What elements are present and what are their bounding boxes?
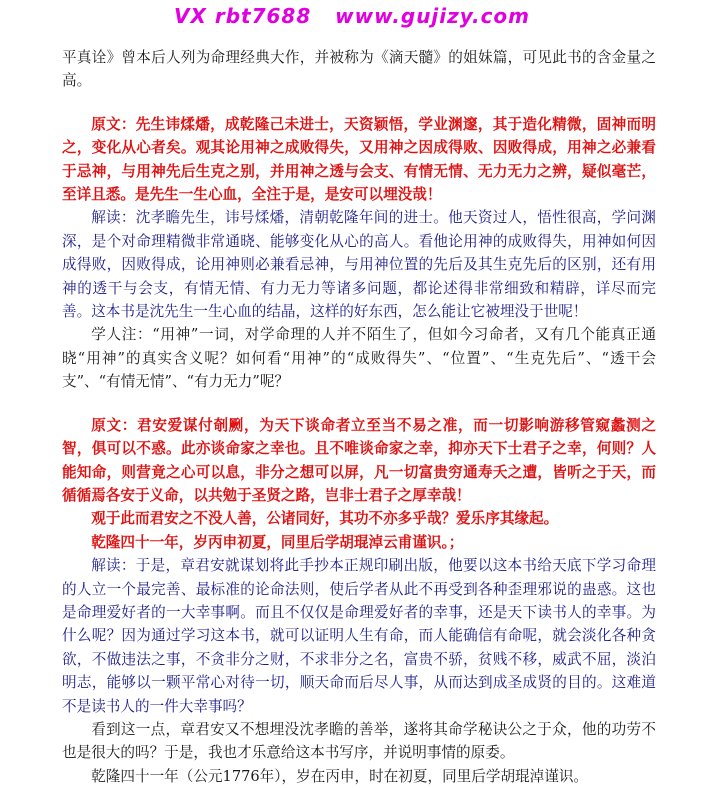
document-page xyxy=(62,46,656,788)
paragraph-commentary-3: 看到这一点，章君安又不想埋没沈孝瞻的善举，遂将其命学秘诀公之于众，他的功劳不也是很大的吗？于是，我也才乐意给这本书写序，并说明事情的原委。 xyxy=(62,720,656,762)
paragraph-original-3: 观于此而君安之不没人善，公诸同好，其功不亦多乎哉？爱乐序其缘起。 xyxy=(91,510,559,528)
paragraph-original-2: 原文：君安爱谋付剞劂，为天下谈命者立至当不易之准，而一切影响游移管窥蠡测之智，俱可以不惑。此亦谈命家之幸也。且不唯谈命家之幸，抑亦天下士君子之幸，何则？人能知命，则营竟之心可以息，非分之想可以屏，凡一切富贵穷通寿夭之遭，皆听之于天，而循循焉各安于义命，以共勉于圣贤之路，岂非士君子之厚幸哉！ xyxy=(62,416,656,504)
paragraph-commentary-2: 解读：于是，章君安就谋划将此手抄本正规印刷出版，他要以这本书给天底下学习命理的人立一个最完善、最标准的论命法则，使后学者从此不再受到各种歪理邪说的蛊惑。这也是命理爱好者的一大幸事啊。而且不仅仅是命理爱好者的幸事，还是天下读书人的幸事。为什么呢？因为通过学习这本书，就可以证明人生有命，而人能确信有命呢，就会淡化各种贪欲，不做违法之事，不贪非分之财，不求非分之名，富贵不骄，贫贱不移，威武不屈，淡泊明志，能够以一颗平常心对待一切，顺天命而后尽人事，从而达到成圣成贤的目的。这难道不是读书人的一件大幸事吗？ xyxy=(62,557,656,715)
paragraph-original-signature: 乾隆四十一年，岁丙申初夏，同里后学胡琨淖云甫谨识。； xyxy=(91,533,464,551)
paragraph-date-signature: 乾隆四十一年（公元1776年），岁在丙申，时在初夏，同里后学胡琨淖谨识。 xyxy=(91,767,589,785)
paragraph-student-note: 学人注：“用神”一词，对学命理的人并不陌生了，但如今习命者，又有几个能真正通晓“用神”的真实含义呢？如何看“用神”的“成败得失”、“位置”、“生克先后”、“透干会支”、“有情无情”、“有力无力”呢？ xyxy=(62,326,656,391)
watermark: VX rbt7688 www.gujizy.com xyxy=(173,4,531,28)
paragraph-intro-tail: 平真诠》曾本后人列为命理经典大作，并被称为《滴天髓》的姐妹篇，可见此书的含金量之高。 xyxy=(62,49,656,90)
paragraph-commentary-1: 解读：沈孝瞻先生，讳号煣燔，清朝乾隆年间的进士。他天资过人，悟性很高，学问渊深，是个对命理精微非常通晓、能够变化从心的高人。看他论用神的成败得失，用神如何因成得败，因败得成，论用神则必兼看忌神，与用神位置的先后及其生克先后的区别，还有用神的透干与会支，有情无情、有力无力等诸多问题，都论述得非常细致和精辟，详尽而完善。这本书是沈先生一生心血的结晶，这样的好东西，怎么能让它被埋没于世呢！ xyxy=(62,209,656,321)
paragraph-original-1: 原文：先生讳煣燔，成乾隆己未进士，天资颖悟，学业渊邃，其于造化精微，固神而明之，变化从心者矣。观其论用神之成败得失，又用神之因成得败、因败得成，用神之必兼看于忌神，与用神先后生克之别，并用神之透与会支、有情无情、无力无力之辨，疑似毫芒，至详且悉。是先生一生心血，全注于是，是安可以埋没哉！ xyxy=(62,115,656,204)
